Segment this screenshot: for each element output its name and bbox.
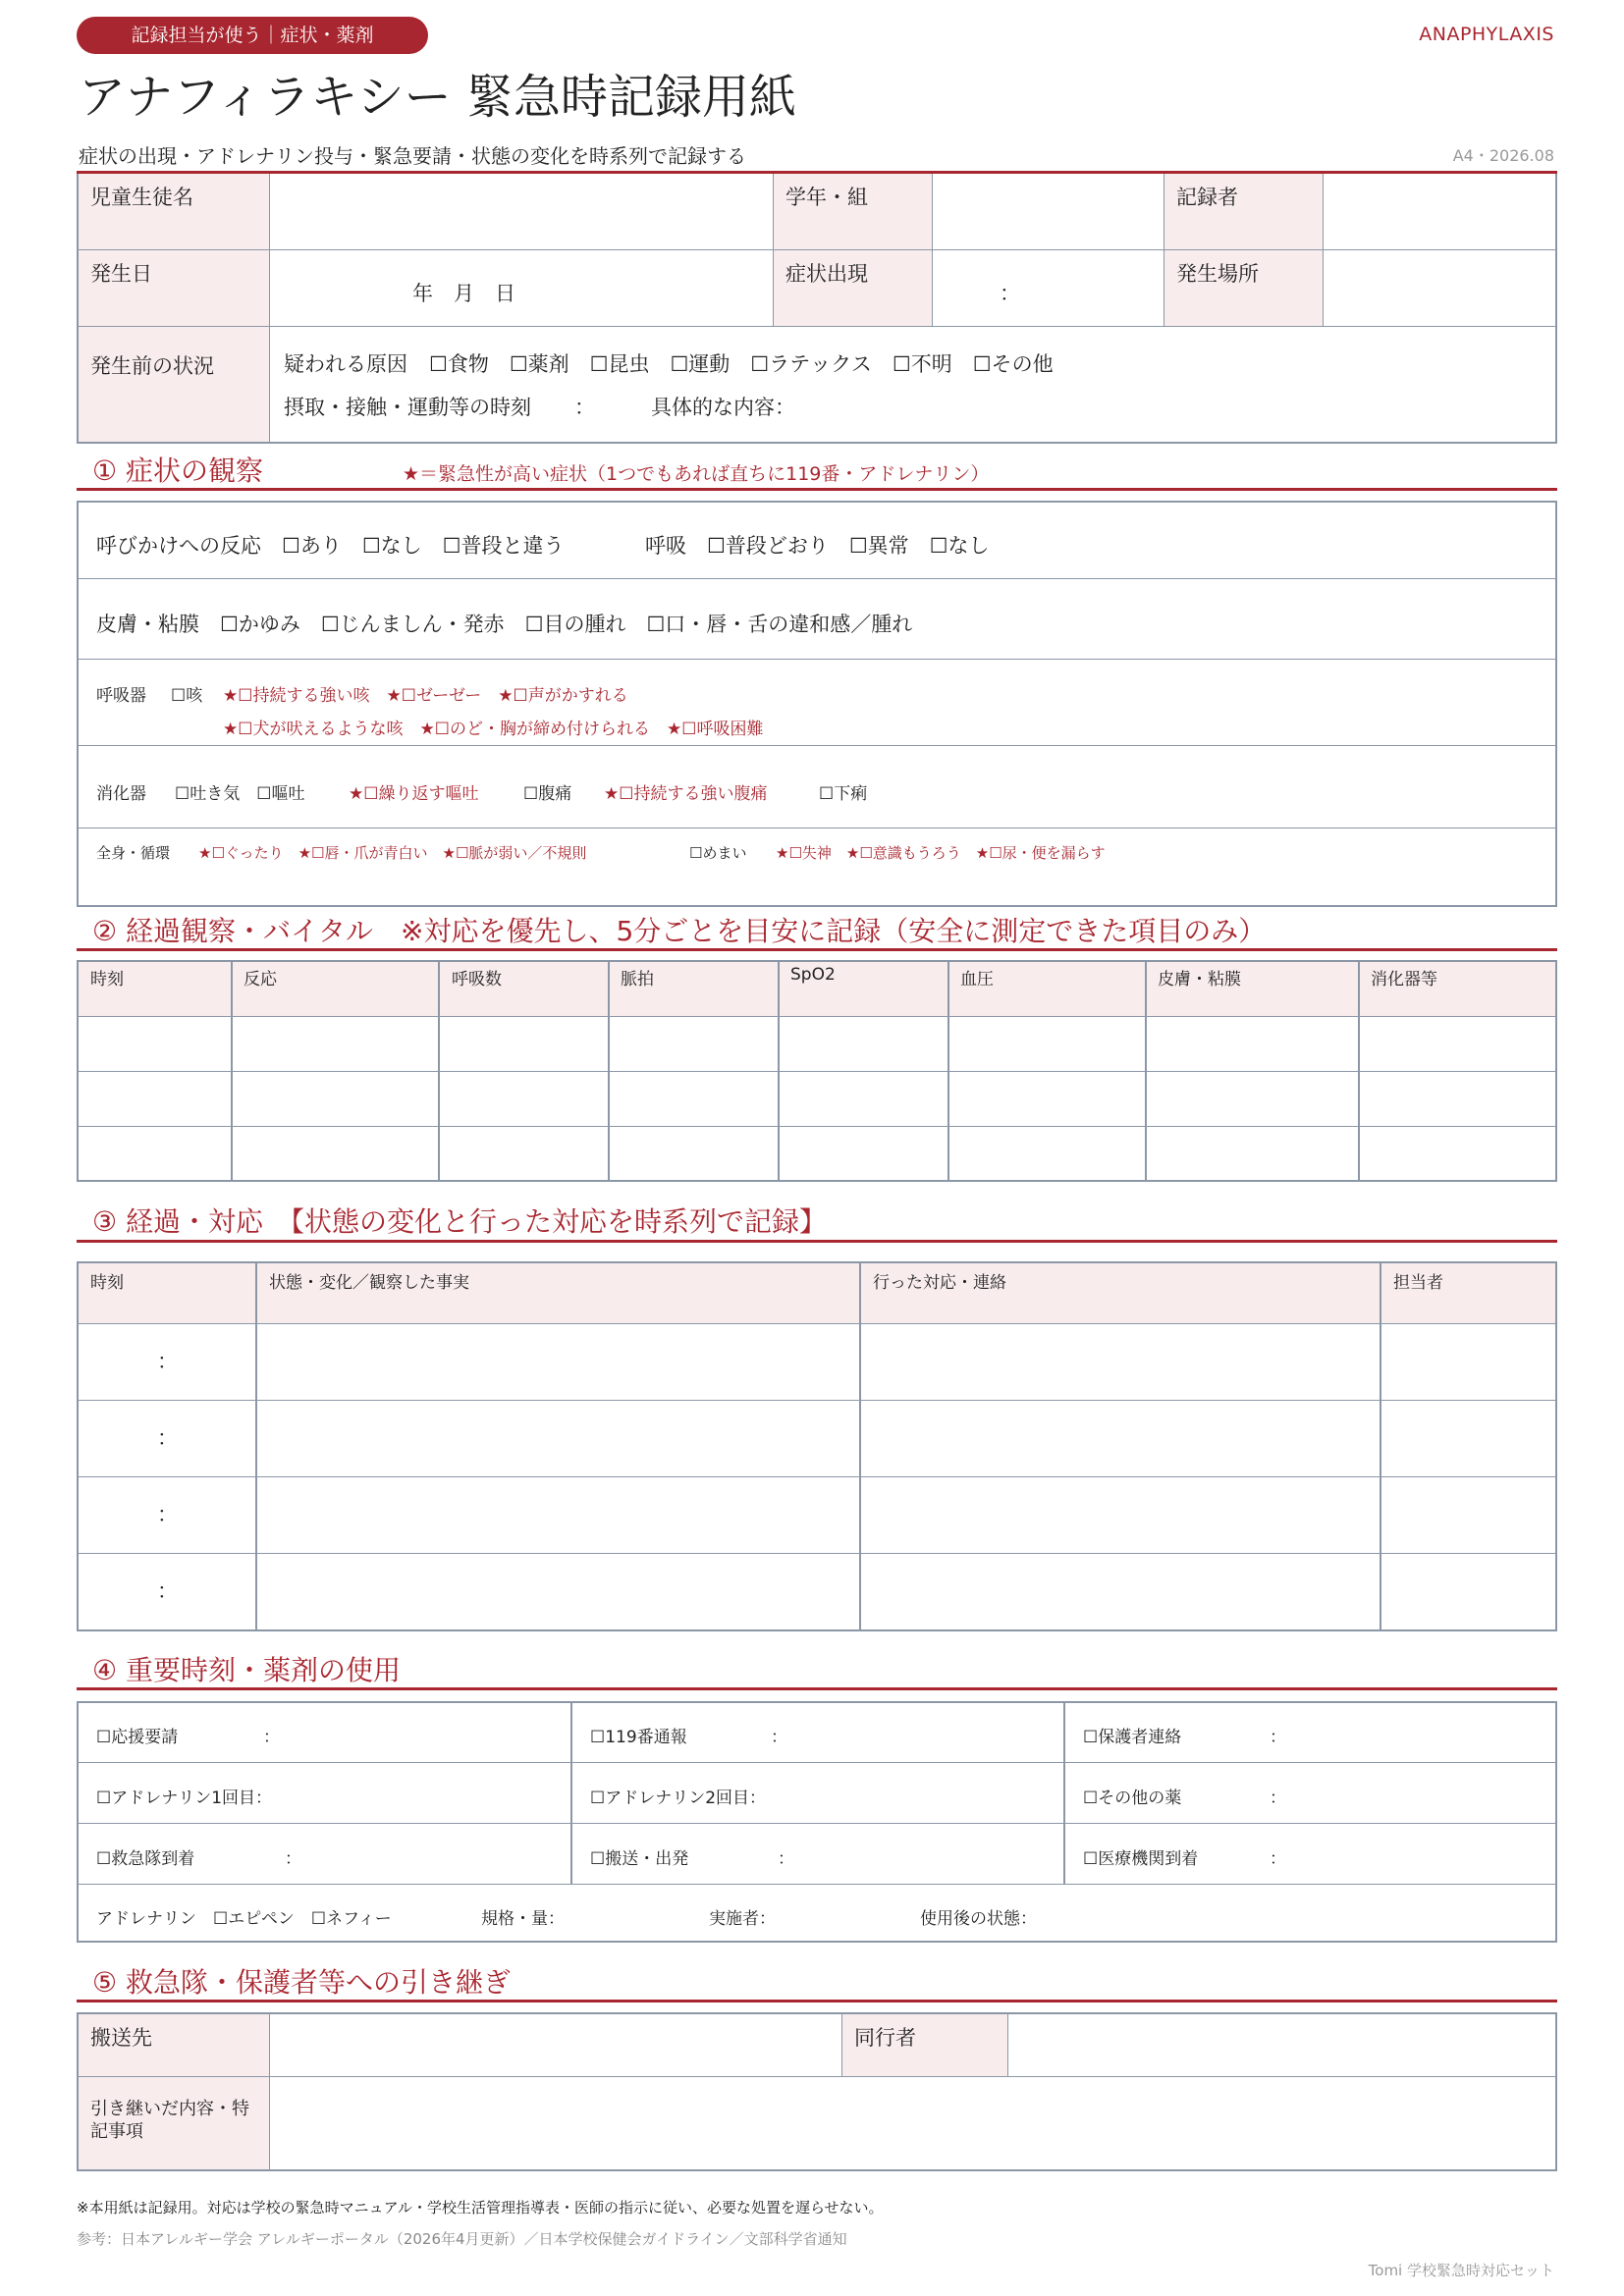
- handover-text: 引き継いだ内容・特記事項: [90, 2099, 249, 2142]
- colon: ：: [771, 1728, 787, 1747]
- onset-colon: ：: [1000, 282, 1020, 305]
- vital-col-digestive: 消化器等: [1371, 970, 1437, 989]
- field-student[interactable]: [270, 174, 774, 250]
- digestive-repeat-vomit[interactable]: ★☐繰り返す嘔吐: [349, 784, 479, 804]
- section-1-rule: [77, 488, 1557, 491]
- date-format: 年 月 日: [412, 282, 515, 305]
- adrenaline-type[interactable]: アドレナリン ☐エピペン ☐ネフィー: [96, 1909, 392, 1929]
- vital-col-skin: 皮膚・粘膜: [1158, 970, 1241, 989]
- progress-time-colon: ：: [157, 1350, 178, 1373]
- symptom-row-response: [79, 503, 1555, 579]
- footer-set-name: Tomi 学校緊急時対応セット: [1368, 2262, 1554, 2279]
- cause-label: 疑われる原因: [284, 352, 407, 376]
- brand-label: ANAPHYLAXIS: [1419, 24, 1554, 45]
- symptom-row-digestive: [79, 746, 1555, 828]
- systemic-dizzy[interactable]: ☐めまい: [689, 844, 747, 862]
- handover-table: [77, 2012, 1557, 2171]
- footer-reference: 参考：日本アレルギー学会 アレルギーポータル（2026年4月更新）／日本学校保健会ガイドライン／文部科学省通知: [77, 2230, 847, 2248]
- field-destination[interactable]: [270, 2014, 842, 2077]
- guardian-contact[interactable]: ☐保護者連絡: [1083, 1728, 1182, 1747]
- progress-time-colon: ：: [157, 1579, 178, 1603]
- respiratory-cough[interactable]: ☐咳: [171, 686, 203, 706]
- page-subtitle: 症状の出現・アドレナリン投与・緊急要請・状態の変化を時系列で記録する: [79, 144, 746, 168]
- field-companion[interactable]: [1008, 2014, 1555, 2077]
- footer-note: ※本用紙は記録用。対応は学校の緊急時マニュアル・学校生活管理指導表・医師の指示に従い、必要な処置を遅らせない。: [77, 2199, 884, 2216]
- version-label: A4・2026.08: [1452, 146, 1554, 165]
- label-handover: [79, 2077, 270, 2169]
- digestive-pain[interactable]: ☐腹痛: [523, 784, 572, 804]
- digestive-label: 消化器: [96, 784, 146, 804]
- administrator-label: 実施者：: [709, 1909, 776, 1929]
- vital-col-time: 時刻: [90, 970, 124, 989]
- progress-table: [77, 1261, 1557, 1631]
- field-recorder[interactable]: [1324, 174, 1555, 250]
- section-4-title: ④ 重要時刻・薬剤の使用: [92, 1654, 402, 1686]
- label-onset: 症状出現: [774, 250, 933, 327]
- vital-col-reaction: 反応: [244, 970, 277, 989]
- colon: ：: [1270, 1728, 1286, 1747]
- systemic-label: 全身・循環: [96, 844, 171, 862]
- cause-options[interactable]: ☐食物 ☐薬剤 ☐昆虫 ☐運動 ☐ラテックス ☐不明 ☐その他: [429, 352, 1054, 376]
- dose-label: 規格・量：: [481, 1909, 565, 1929]
- respiratory-urgent-1[interactable]: ★☐持続する強い咳 ★☐ゼーゼー ★☐声がかすれる: [223, 686, 628, 706]
- progress-col-state: 状態・変化／観察した事実: [269, 1273, 469, 1293]
- colon: ：: [1270, 1849, 1286, 1869]
- section-5-rule: [77, 2000, 1557, 2002]
- section-4-rule: [77, 1687, 1557, 1690]
- ambulance-arrival[interactable]: ☐救急隊到着: [96, 1849, 195, 1869]
- progress-col-time: 時刻: [90, 1273, 124, 1293]
- field-date[interactable]: [270, 250, 774, 327]
- section-2-rule: [77, 948, 1557, 951]
- digestive-strong-pain[interactable]: ★☐持続する強い腹痛: [604, 784, 768, 804]
- symptom-row-systemic: [79, 828, 1555, 907]
- symptom-row-respiratory: [79, 660, 1555, 746]
- other-medicine[interactable]: ☐その他の薬: [1083, 1789, 1182, 1808]
- systemic-urgent-2[interactable]: ★☐失神 ★☐意識もうろう ★☐尿・便を漏らす: [776, 844, 1106, 862]
- progress-col-action: 行った対応・連絡: [873, 1273, 1006, 1293]
- adrenaline-second[interactable]: ☐アドレナリン2回目：: [590, 1789, 767, 1808]
- label-destination: 搬送先: [79, 2014, 270, 2077]
- section-1-title: ① 症状の観察: [92, 454, 264, 487]
- detail-label: 具体的な内容：: [651, 396, 795, 419]
- hospital-arrival[interactable]: ☐医療機関到着: [1083, 1849, 1199, 1869]
- progress-time-colon: ：: [157, 1503, 178, 1526]
- field-place[interactable]: [1324, 250, 1555, 327]
- respiratory-label: 呼吸器: [96, 686, 146, 706]
- colon: ：: [1270, 1789, 1286, 1808]
- support-request[interactable]: ☐応援要請: [96, 1728, 179, 1747]
- field-handover[interactable]: [270, 2077, 1555, 2169]
- progress-time-colon: ：: [157, 1426, 178, 1450]
- colon: ：: [263, 1728, 280, 1747]
- time-colon: ：: [574, 396, 595, 419]
- section-3-rule: [77, 1240, 1557, 1243]
- label-companion: 同行者: [842, 2014, 1008, 2077]
- response-options[interactable]: 呼びかけへの反応 ☐あり ☐なし ☐普段と違う: [96, 534, 565, 558]
- section-5-title: ⑤ 救急隊・保護者等への引き継ぎ: [92, 1966, 512, 1999]
- section-2-title: ② 経過観察・バイタル ※対応を優先し、5分ごとを目安に記録（安全に測定できた項目のみ）: [92, 915, 1267, 947]
- vital-table: [77, 960, 1557, 1182]
- category-pill: 記録担当が使う｜症状・薬剤: [77, 17, 428, 54]
- vital-col-spo2: SpO2: [790, 965, 836, 985]
- symptom-table: [77, 501, 1557, 907]
- time-label: 摂取・接触・運動等の時刻: [284, 396, 531, 419]
- vital-col-bp: 血圧: [960, 970, 994, 989]
- respiratory-urgent-2[interactable]: ★☐犬が吠えるような咳 ★☐のど・胸が締め付けられる ★☐呼吸困難: [223, 720, 764, 739]
- skin-options[interactable]: 皮膚・粘膜 ☐かゆみ ☐じんましん・発赤 ☐目の腫れ ☐口・唇・舌の違和感／腫れ: [96, 613, 913, 636]
- vital-col-pulse: 脈拍: [621, 970, 654, 989]
- info-table: [77, 174, 1557, 444]
- field-situation: [270, 327, 1555, 442]
- section-3-title: ③ 経過・対応 【状態の変化と行った対応を時系列で記録】: [92, 1205, 828, 1238]
- breath-options[interactable]: 呼吸 ☐普段どおり ☐異常 ☐なし: [645, 534, 990, 558]
- field-onset[interactable]: [933, 250, 1164, 327]
- colon: ：: [285, 1849, 301, 1869]
- label-place: 発生場所: [1164, 250, 1324, 327]
- label-student: 児童生徒名: [79, 174, 270, 250]
- symptom-row-skin: [79, 579, 1555, 660]
- progress-col-staff: 担当者: [1393, 1273, 1443, 1293]
- section-1-note: ★＝緊急性が高い症状（1つでもあれば直ちに119番・アドレナリン）: [403, 463, 990, 485]
- call-119[interactable]: ☐119番通報: [590, 1728, 687, 1747]
- digestive-nausea[interactable]: ☐吐き気 ☐嘔吐: [175, 784, 305, 804]
- field-grade[interactable]: [933, 174, 1164, 250]
- page-title: アナフィラキシー 緊急時記録用紙: [79, 70, 796, 125]
- colon: ：: [778, 1849, 794, 1869]
- vital-col-resp: 呼吸数: [452, 970, 502, 989]
- label-recorder: 記録者: [1164, 174, 1324, 250]
- situation-text: 発生前の状況: [90, 354, 214, 378]
- label-date: 発生日: [79, 250, 270, 327]
- digestive-diarrhea[interactable]: ☐下痢: [819, 784, 868, 804]
- transport-departure[interactable]: ☐搬送・出発: [590, 1849, 689, 1869]
- label-grade: 学年・組: [774, 174, 933, 250]
- systemic-urgent-1[interactable]: ★☐ぐったり ★☐唇・爪が青白い ★☐脈が弱い／不規則: [198, 844, 587, 862]
- label-situation: [79, 327, 270, 442]
- post-use-label: 使用後の状態：: [920, 1909, 1037, 1929]
- key-times-table: [77, 1701, 1557, 1943]
- adrenaline-first[interactable]: ☐アドレナリン1回目：: [96, 1789, 273, 1808]
